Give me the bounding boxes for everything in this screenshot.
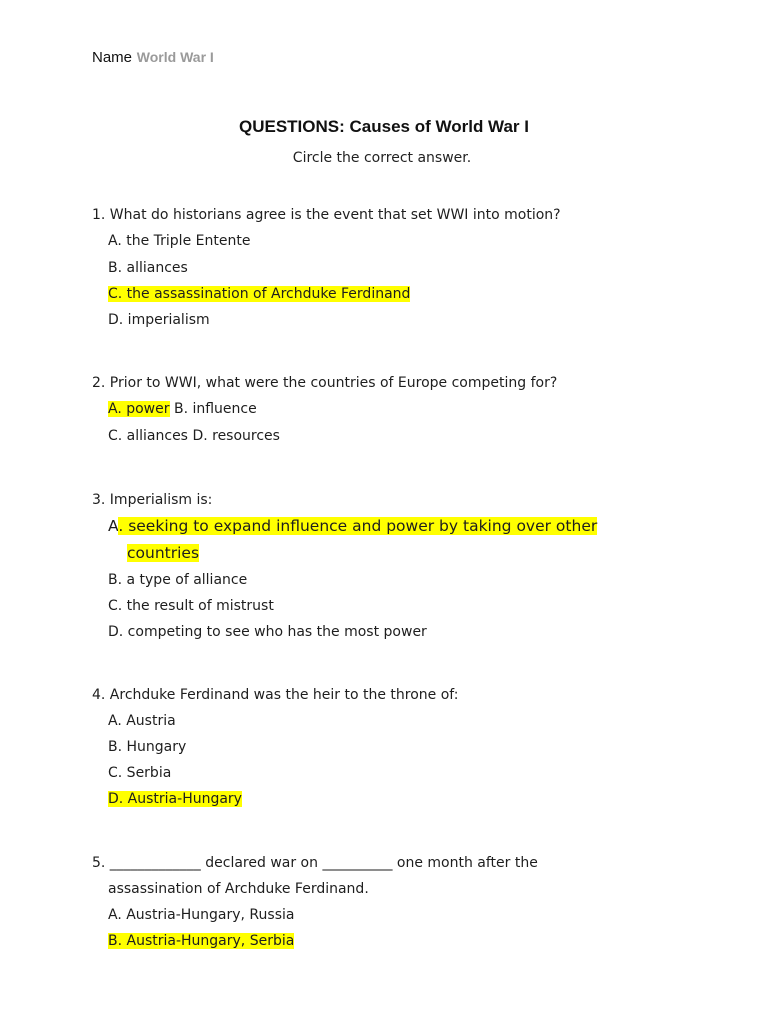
question-3-option-a-cont[interactable] xyxy=(127,541,199,565)
question-1-option-c-text: C. the assassination of Archduke Ferdinand xyxy=(108,286,411,302)
question-4-option-a[interactable]: A. Austria xyxy=(108,713,176,729)
question-4-option-d[interactable] xyxy=(108,789,242,809)
question-1-option-b[interactable]: B. alliances xyxy=(108,260,188,276)
question-4-prompt: 4. Archduke Ferdinand was the heir to the throne of: xyxy=(92,687,459,703)
question-3-option-a-letter: A xyxy=(108,517,119,535)
question-5-option-a[interactable]: A. Austria-Hungary, Russia xyxy=(108,907,295,923)
question-2-option-d[interactable]: D. resources xyxy=(192,428,280,444)
question-1-prompt: 1. What do historians agree is the event that set WWI into motion? xyxy=(92,207,561,223)
question-3-option-a-text-cont: countries xyxy=(127,544,200,562)
question-2-option-b[interactable]: B. influence xyxy=(173,401,257,417)
question-5-prompt: 5. _____________ declared war on __________ one month after the xyxy=(92,855,538,871)
question-2-option-a[interactable]: A. power xyxy=(108,401,170,417)
question-2-options-row-2 xyxy=(108,426,280,446)
question-3-prompt: 3. Imperialism is: xyxy=(92,492,213,508)
instructions: Circle the correct answer. xyxy=(292,150,472,166)
question-5-option-b[interactable] xyxy=(108,931,294,951)
question-3-option-d[interactable]: D. competing to see who has the most power xyxy=(108,624,427,640)
question-3-option-c[interactable]: C. the result of mistrust xyxy=(108,598,274,614)
question-4-option-c[interactable]: C. Serbia xyxy=(108,765,172,781)
question-2-options-row-1 xyxy=(108,399,257,419)
question-5-prompt-cont: assassination of Archduke Ferdinand. xyxy=(108,881,369,897)
question-2-option-c[interactable]: C. alliances xyxy=(108,428,188,444)
page-title: QUESTIONS: Causes of World War I xyxy=(239,117,529,136)
question-3-option-b[interactable]: B. a type of alliance xyxy=(108,572,248,588)
name-label: Name xyxy=(92,49,133,66)
question-3-option-a[interactable] xyxy=(108,514,597,538)
question-1-option-a[interactable]: A. the Triple Entente xyxy=(108,233,251,249)
question-4-option-b[interactable]: B. Hungary xyxy=(108,739,187,755)
name-row xyxy=(92,47,214,68)
question-1-option-d[interactable]: D. imperialism xyxy=(108,312,210,328)
question-2-prompt: 2. Prior to WWI, what were the countries of Europe competing for? xyxy=(92,375,558,391)
question-3-option-a-text: . seeking to expand influence and power by taking over other xyxy=(118,517,598,535)
question-1-option-c[interactable] xyxy=(108,284,410,304)
question-4-option-d-text: D. Austria-Hungary xyxy=(108,791,242,807)
name-value[interactable]: World War I xyxy=(136,49,214,65)
question-5-option-b-text: B. Austria-Hungary, Serbia xyxy=(108,933,295,949)
